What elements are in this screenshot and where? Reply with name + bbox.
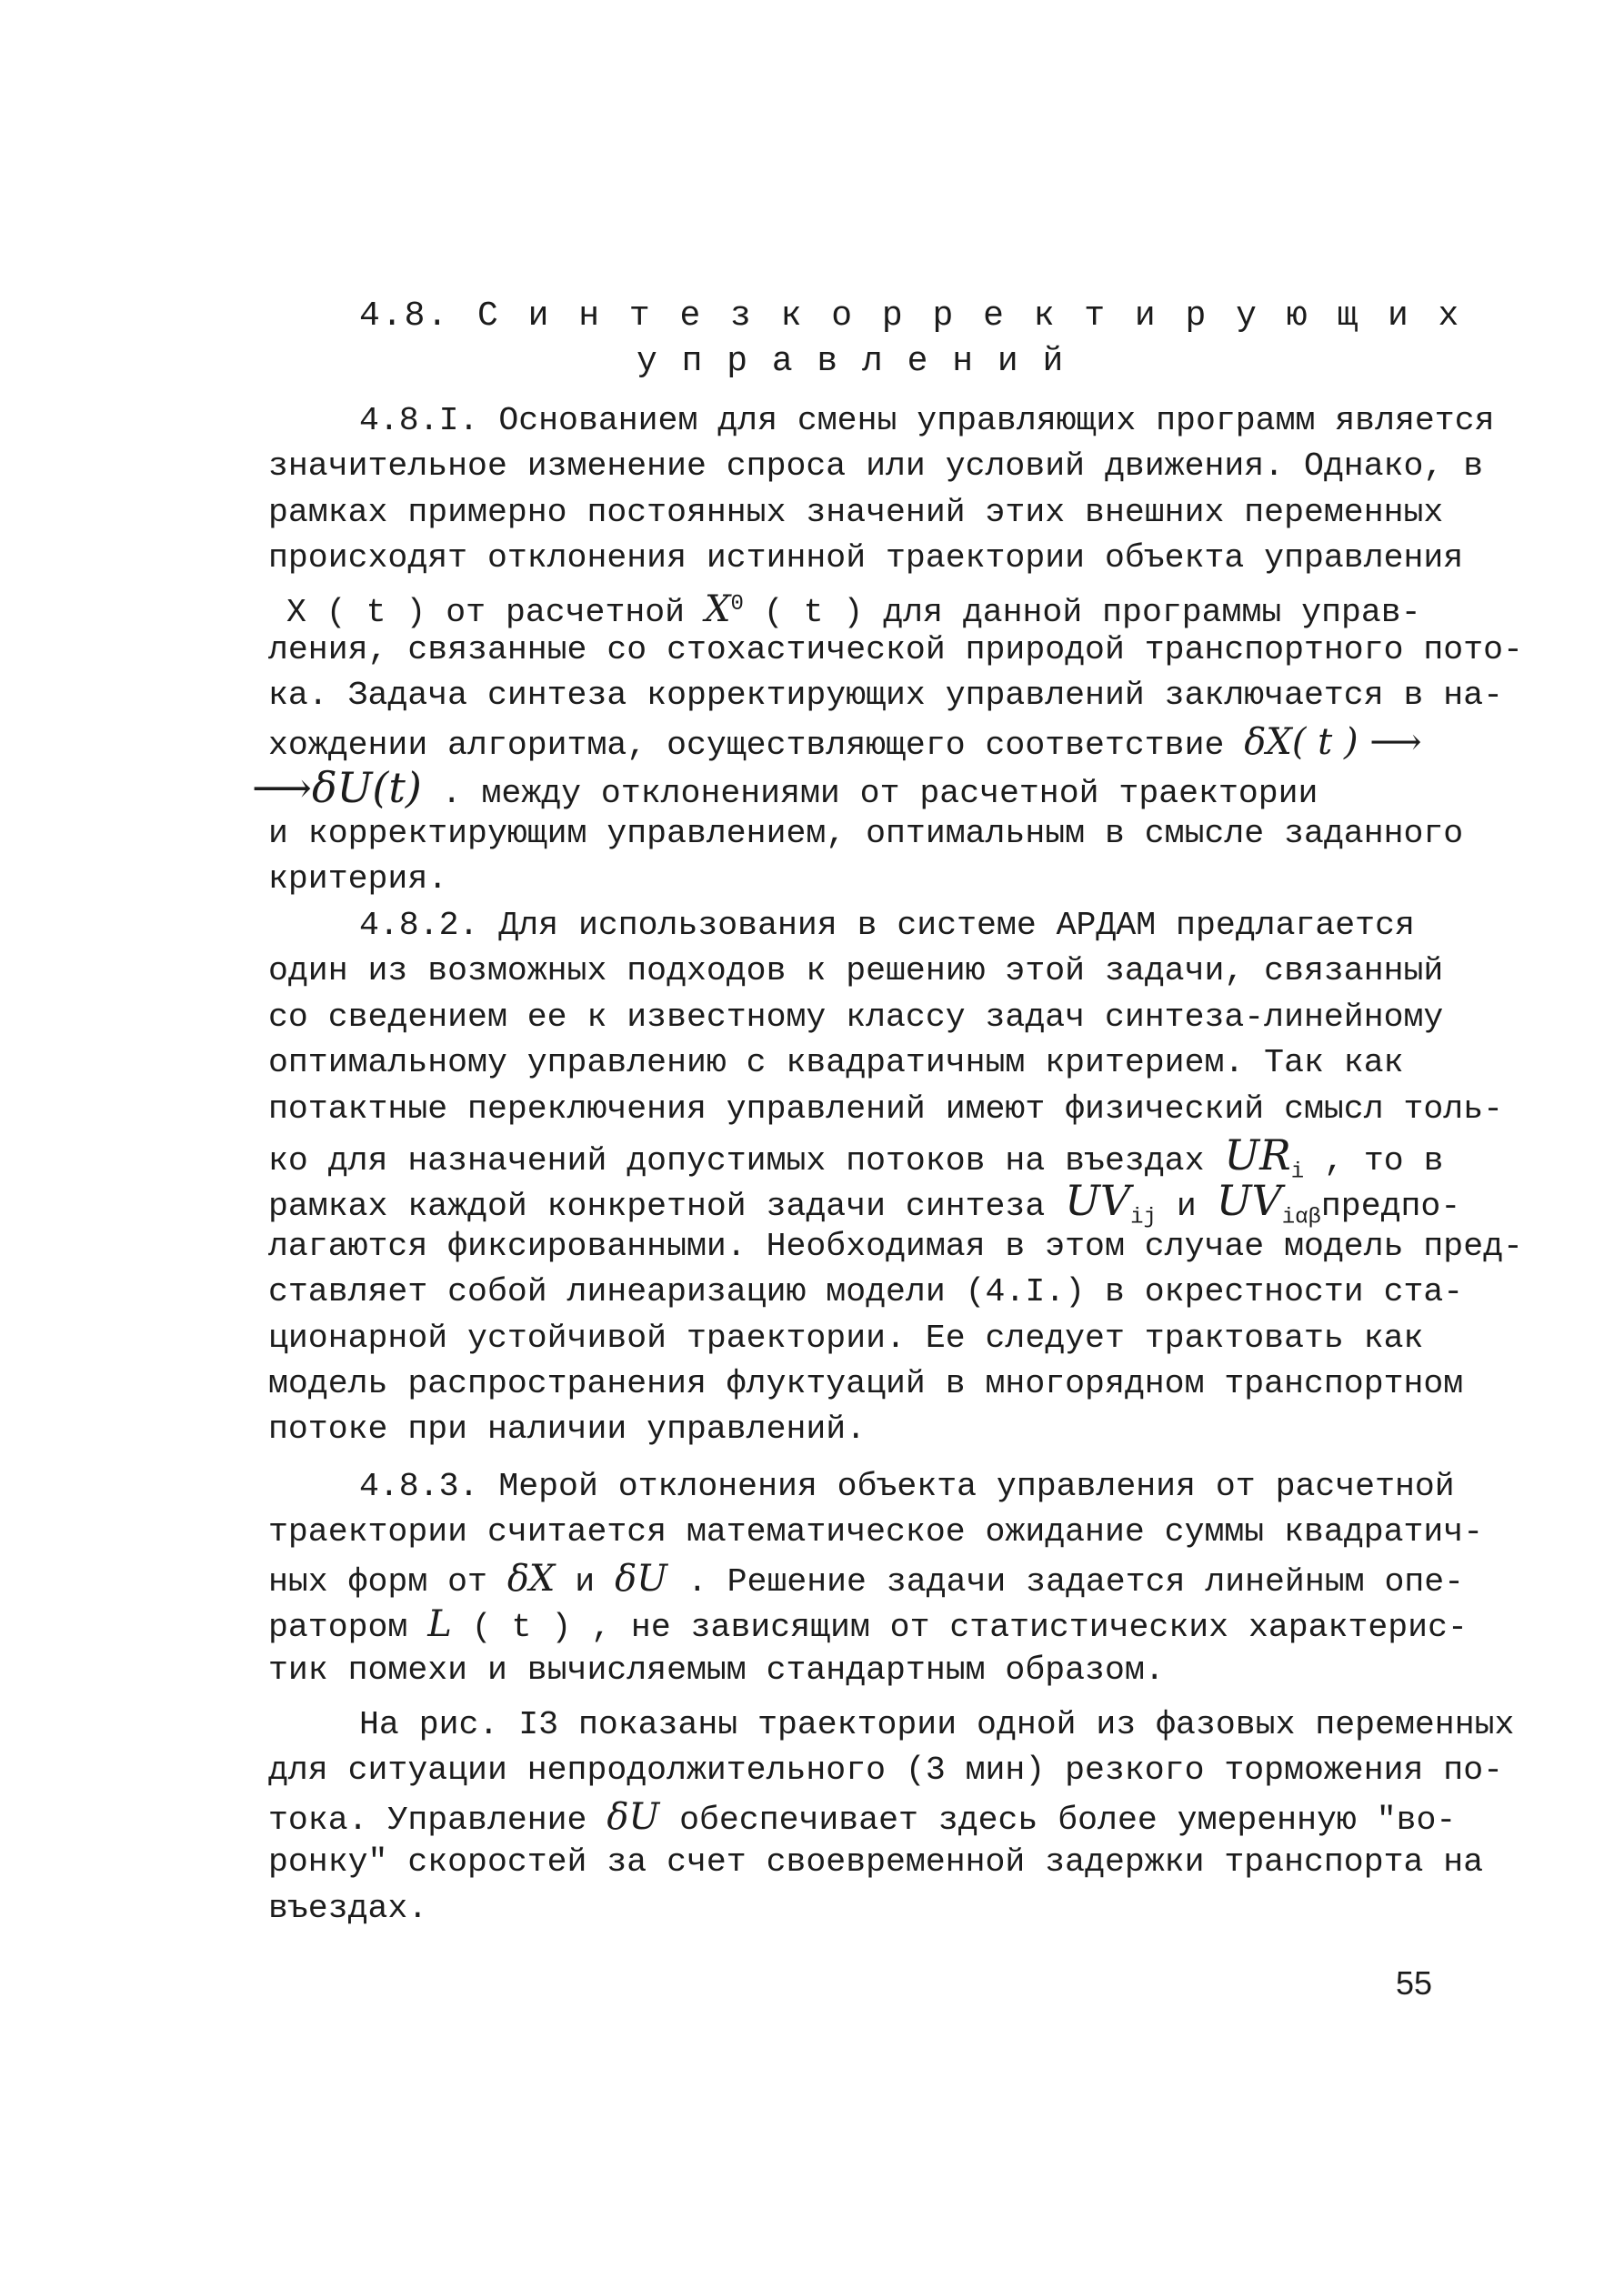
math-uv-ij: UV xyxy=(1065,1176,1131,1226)
text-fragment: обеспечивает здесь более умеренную "во- xyxy=(659,1801,1457,1839)
text-line: и корректирующим управлением, оптимальным в смысле заданного xyxy=(268,814,1464,852)
text-line: тик помехи и вычисляемым стандартным образом. xyxy=(268,1651,1165,1689)
text-line: траектории считается математическое ожидание суммы квадратич- xyxy=(268,1513,1484,1551)
paragraph-4-8-3 xyxy=(268,1464,1484,1693)
text-fragment: ных форм от xyxy=(268,1562,507,1601)
text-fragment: и xyxy=(1156,1188,1217,1226)
text-fragment: предпо- xyxy=(1320,1188,1461,1226)
math-operator-l: L xyxy=(427,1603,452,1646)
text-line: ления, связанные со стохастической природой транспортного пото- xyxy=(268,630,1523,668)
text-line: значительное изменение спроса или условий движения. Однако, в xyxy=(268,447,1484,486)
math-superscript: 0 xyxy=(730,591,744,617)
text-line: 4.8.I. Основанием для смены управляющих программ является xyxy=(359,402,1495,439)
section-heading-line-2: у п р а в л е н и й xyxy=(637,342,1066,381)
text-fragment: ратором xyxy=(268,1609,428,1647)
text-line xyxy=(268,719,1441,765)
text-line: со сведением ее к известному классу задач синтеза-линейному xyxy=(268,998,1444,1036)
text-line: модель распространения флуктуаций в многорядном транспортном xyxy=(268,1364,1464,1402)
section-heading-line-1: 4.8. С и н т е з к о р р е к т и р у ю щ и х xyxy=(359,296,1461,336)
text-fragment: X ( t ) от расчетной xyxy=(286,593,705,631)
paragraph-4-8-2 xyxy=(268,903,1523,1453)
text-line xyxy=(268,582,1441,631)
math-subscript: iαβ xyxy=(1281,1205,1321,1230)
text-fragment: ко для назначений допустимых потоков на въездах xyxy=(268,1141,1225,1180)
text-line: происходят отклонения истинной траектории объекта управления xyxy=(268,539,1464,577)
text-line xyxy=(268,1794,1457,1840)
math-uv-iab: UV xyxy=(1216,1176,1282,1226)
text-line: ка. Задача синтеза корректирующих управлений заключается в на- xyxy=(268,677,1504,715)
math-delta-u: δU xyxy=(615,1557,667,1600)
math-delta-u: δU xyxy=(606,1795,660,1838)
text-line: лагаются фиксированными. Необходимая в этом случае модель пред- xyxy=(268,1227,1523,1265)
text-fragment: и xyxy=(555,1562,616,1601)
text-line: рамках примерно постоянных значений этих внешних переменных xyxy=(268,493,1444,531)
text-line: критерия. xyxy=(268,859,448,898)
math-x0: X xyxy=(704,587,731,630)
text-fragment: хождении алгоритма, осуществляющего соответствие xyxy=(268,726,1245,764)
text-line xyxy=(268,1601,1468,1647)
text-line: ставляет собой линеаризацию модели (4.I.) в окрестности ста- xyxy=(268,1273,1464,1311)
paragraph-4-8-1 xyxy=(252,398,1523,902)
text-line: потоке при наличии управлений. xyxy=(268,1411,867,1449)
text-line: На рис. I3 показаны траектории одной из фазовых переменных xyxy=(359,1706,1515,1743)
text-fragment: тока. Управление xyxy=(268,1801,607,1839)
text-line: для ситуации непродолжительного (3 мин) резкого торможения по- xyxy=(268,1752,1504,1790)
text-line xyxy=(268,1129,1444,1185)
math-delta-x: δX xyxy=(506,1557,556,1600)
text-fragment: ( t ) , не зависящим от статистических характерис- xyxy=(451,1609,1468,1647)
text-line xyxy=(268,1176,1461,1230)
text-line: 4.8.3. Мерой отклонения объекта управления от расчетной xyxy=(359,1468,1455,1505)
math-subscript: ij xyxy=(1130,1205,1157,1230)
text-line: ронку" скоростей за счет своевременной задержки транспорта на xyxy=(268,1843,1484,1882)
page-number: 55 xyxy=(1396,1964,1433,2002)
math-delta-x: δX( t ) ⟶ xyxy=(1244,720,1422,763)
text-line: потактные переключения управлений имеют физический смысл толь- xyxy=(268,1089,1504,1128)
text-line xyxy=(252,763,1441,813)
text-line: въездах. xyxy=(268,1889,428,1927)
math-subscript: i xyxy=(1290,1160,1305,1185)
text-line: 4.8.2. Для использования в системе АРДАМ предлагается xyxy=(359,907,1415,944)
text-line xyxy=(268,1556,1465,1601)
text-fragment: ( t ) для данной программы управ- xyxy=(743,593,1421,631)
text-line: оптимальному управлению с квадратичным критерием. Так как xyxy=(268,1044,1404,1082)
text-line: один из возможных подходов к решению этой задачи, связанный xyxy=(268,952,1444,990)
math-ur: UR xyxy=(1224,1129,1291,1180)
text-fragment: рамках каждой конкретной задачи синтеза xyxy=(268,1188,1066,1226)
paragraph-figure-13 xyxy=(268,1702,1515,1932)
text-fragment: . между отклонениями от расчетной траектории xyxy=(421,775,1318,813)
text-fragment: , то в xyxy=(1304,1141,1444,1180)
text-line: ционарной устойчивой траектории. Ее следует трактовать как xyxy=(268,1319,1424,1357)
math-delta-u: ⟶δU(t) xyxy=(252,763,422,813)
text-fragment: . Решение задачи задается линейным опе- xyxy=(667,1562,1465,1601)
